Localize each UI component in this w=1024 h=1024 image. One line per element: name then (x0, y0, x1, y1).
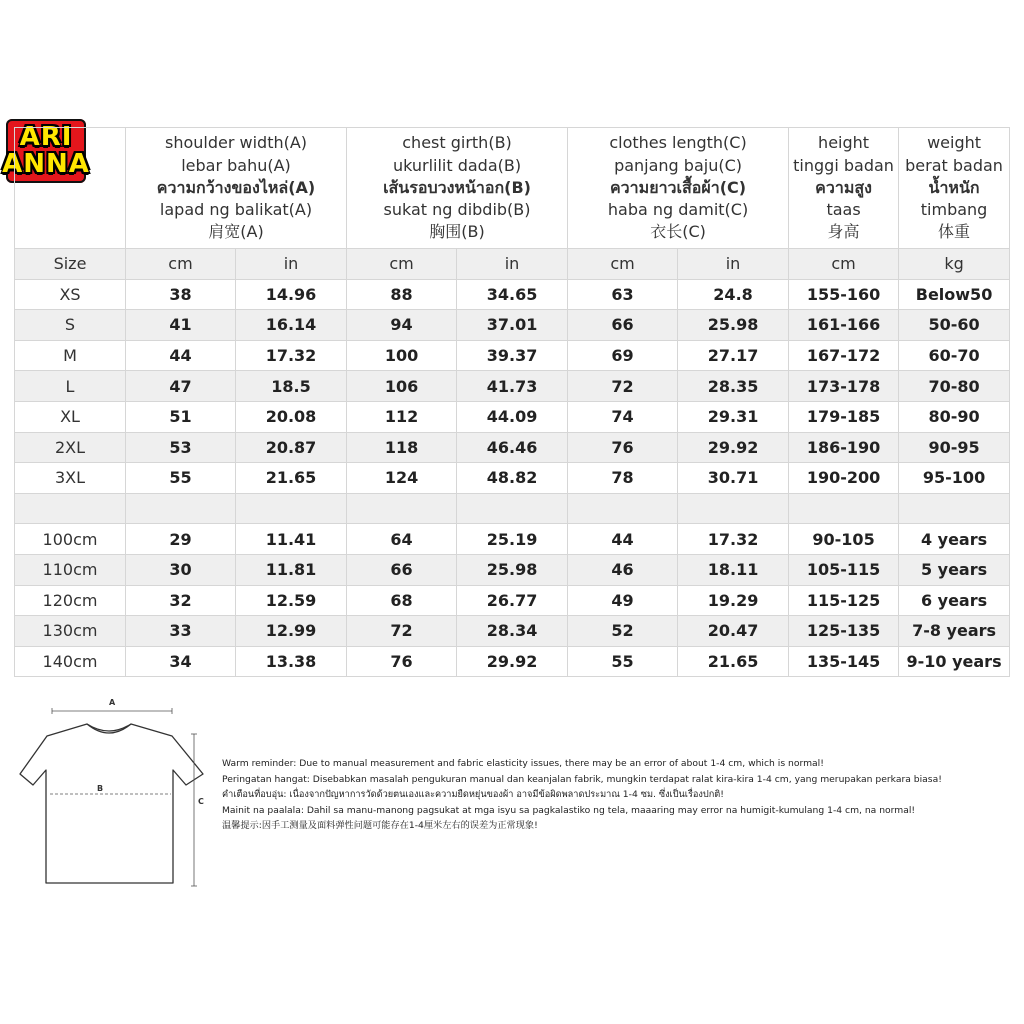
unit-cm: cm (568, 249, 678, 280)
table-cell: 52 (568, 616, 678, 647)
table-cell: 53 (126, 432, 236, 463)
table-cell: 16.14 (236, 310, 347, 341)
table-cell: 69 (568, 340, 678, 371)
table-cell: 46.46 (457, 432, 568, 463)
table-cell: 88 (347, 279, 457, 310)
table-cell: 29 (126, 524, 236, 555)
table-cell: 55 (568, 646, 678, 677)
table-cell: 135-145 (789, 646, 899, 677)
table-cell: 179-185 (789, 401, 899, 432)
table-cell: 18.5 (236, 371, 347, 402)
header-corner (15, 128, 126, 249)
table-cell: 20.87 (236, 432, 347, 463)
table-cell: 5 years (899, 554, 1010, 585)
table-cell: 161-166 (789, 310, 899, 341)
size-label: 100cm (15, 524, 126, 555)
empty-cell (236, 493, 347, 524)
table-cell: 173-178 (789, 371, 899, 402)
measurement-notes (222, 756, 1012, 834)
table-cell: 50-60 (899, 310, 1010, 341)
empty-cell (347, 493, 457, 524)
table-cell: 33 (126, 616, 236, 647)
table-cell: 39.37 (457, 340, 568, 371)
table-cell: 28.35 (678, 371, 789, 402)
note-thai: คำเตือนที่อบอุ่น: เนื่องจากปัญหาการวัดด้วยตนเองและความยืดหยุ่นของผ้า อาจมีข้อผิดพลาดประมาณ 1-4 ซม. ซึ่งเป็นเรื่องปกติ! (222, 789, 724, 800)
table-row (15, 371, 1010, 402)
label-b: B (97, 784, 104, 793)
table-cell: 37.01 (457, 310, 568, 341)
unit-cm: cm (347, 249, 457, 280)
tshirt-outline (20, 724, 203, 883)
table-cell: 29.31 (678, 401, 789, 432)
table-cell: 112 (347, 401, 457, 432)
header-row (15, 128, 1010, 249)
table-cell: 29.92 (457, 646, 568, 677)
empty-cell (457, 493, 568, 524)
tshirt-diagram (14, 694, 214, 894)
table-cell: 25.98 (457, 554, 568, 585)
unit-cm: cm (789, 249, 899, 280)
note-malay: Peringatan hangat: Disebabkan masalah pengukuran manual dan keanjalan fabrik, mungkin terdapat ralat kira-kira 1-4 cm, yang merupakan perkara biasa! (222, 773, 942, 785)
table-cell: 115-125 (789, 585, 899, 616)
table-row (15, 463, 1010, 494)
header-height: height tinggi badan ความสูง taas 身高 (789, 128, 899, 249)
unit-kg: kg (899, 249, 1010, 280)
table-cell: 70-80 (899, 371, 1010, 402)
table-cell: 12.59 (236, 585, 347, 616)
unit-cm: cm (126, 249, 236, 280)
table-cell: 63 (568, 279, 678, 310)
table-row (15, 279, 1010, 310)
table-cell: 27.17 (678, 340, 789, 371)
table-cell: 6 years (899, 585, 1010, 616)
table-cell: 20.47 (678, 616, 789, 647)
table-cell: 41 (126, 310, 236, 341)
size-label: S (15, 310, 126, 341)
table-cell: 186-190 (789, 432, 899, 463)
table-cell: 28.34 (457, 616, 568, 647)
size-label: 140cm (15, 646, 126, 677)
header-weight: weight berat badan น้ำหนัก timbang 体重 (899, 128, 1010, 249)
table-cell: 66 (347, 554, 457, 585)
note-chinese: 温馨提示:因手工测量及面料弹性问题可能存在1-4厘米左右的误差为正常现象! (222, 820, 538, 831)
table-cell: 155-160 (789, 279, 899, 310)
size-label: 2XL (15, 432, 126, 463)
empty-cell (678, 493, 789, 524)
table-cell: 106 (347, 371, 457, 402)
table-row (15, 554, 1010, 585)
table-cell: 167-172 (789, 340, 899, 371)
header-chest: chest girth(B) ukurlilit dada(B) เส้นรอบวงหน้าอก(B) sukat ng dibdib(B) 胸围(B) (347, 128, 568, 249)
size-label: XS (15, 279, 126, 310)
table-cell: 76 (568, 432, 678, 463)
table-cell: 29.92 (678, 432, 789, 463)
table-cell: 64 (347, 524, 457, 555)
table-cell: 60-70 (899, 340, 1010, 371)
size-label: M (15, 340, 126, 371)
table-row (15, 310, 1010, 341)
table-cell: 68 (347, 585, 457, 616)
table-cell: 13.38 (236, 646, 347, 677)
unit-size: Size (15, 249, 126, 280)
table-cell: 100 (347, 340, 457, 371)
table-cell: Below50 (899, 279, 1010, 310)
table-cell: 55 (126, 463, 236, 494)
table-cell: 7-8 years (899, 616, 1010, 647)
table-cell: 44 (568, 524, 678, 555)
unit-row (15, 249, 1010, 280)
table-cell: 80-90 (899, 401, 1010, 432)
header-length: clothes length(C) panjang baju(C) ความยาวเสื้อผ้า(C) haba ng damit(C) 衣长(C) (568, 128, 789, 249)
empty-cell (899, 493, 1010, 524)
table-row (15, 432, 1010, 463)
table-cell: 190-200 (789, 463, 899, 494)
logo-line-2: ANNA (2, 149, 90, 179)
empty-cell (568, 493, 678, 524)
table-cell: 11.81 (236, 554, 347, 585)
table-cell: 72 (568, 371, 678, 402)
table-cell: 14.96 (236, 279, 347, 310)
table-row (15, 616, 1010, 647)
table-cell: 26.77 (457, 585, 568, 616)
table-cell: 9-10 years (899, 646, 1010, 677)
table-row (15, 646, 1010, 677)
unit-in: in (236, 249, 347, 280)
empty-cell (126, 493, 236, 524)
table-cell: 18.11 (678, 554, 789, 585)
table-cell: 12.99 (236, 616, 347, 647)
table-cell: 34 (126, 646, 236, 677)
table-cell: 72 (347, 616, 457, 647)
label-c: C (198, 797, 204, 806)
table-cell: 74 (568, 401, 678, 432)
table-cell: 17.32 (236, 340, 347, 371)
table-cell: 20.08 (236, 401, 347, 432)
table-cell: 47 (126, 371, 236, 402)
size-label: 120cm (15, 585, 126, 616)
note-filipino: Mainit na paalala: Dahil sa manu-manong pagsukat at mga isyu sa pagkalastiko ng tela, maaaring may error na humigit-kumulang 1-4 cm, na normal! (222, 804, 916, 816)
table-cell: 76 (347, 646, 457, 677)
table-row (15, 340, 1010, 371)
table-cell: 21.65 (678, 646, 789, 677)
table-cell: 90-95 (899, 432, 1010, 463)
table-cell: 34.65 (457, 279, 568, 310)
table-cell: 30.71 (678, 463, 789, 494)
table-cell: 11.41 (236, 524, 347, 555)
size-label: 3XL (15, 463, 126, 494)
unit-in: in (457, 249, 568, 280)
size-label: L (15, 371, 126, 402)
table-cell: 66 (568, 310, 678, 341)
table-row (15, 401, 1010, 432)
label-a: A (109, 698, 116, 707)
table-cell: 44.09 (457, 401, 568, 432)
table-cell: 125-135 (789, 616, 899, 647)
table-cell: 51 (126, 401, 236, 432)
size-label: 130cm (15, 616, 126, 647)
table-cell: 118 (347, 432, 457, 463)
table-cell: 124 (347, 463, 457, 494)
table-cell: 44 (126, 340, 236, 371)
table-cell: 41.73 (457, 371, 568, 402)
empty-cell (15, 493, 126, 524)
table-row (15, 524, 1010, 555)
table-cell: 49 (568, 585, 678, 616)
table-cell: 38 (126, 279, 236, 310)
table-cell: 46 (568, 554, 678, 585)
header-shoulder: shoulder width(A) lebar bahu(A) ความกว้างของไหล่(A) lapad ng balikat(A) 肩宽(A) (126, 128, 347, 249)
logo-line-1: ARI (19, 122, 73, 152)
table-row (15, 585, 1010, 616)
unit-in: in (678, 249, 789, 280)
size-chart-table (14, 127, 1010, 677)
table-cell: 24.8 (678, 279, 789, 310)
size-label: 110cm (15, 554, 126, 585)
note-english: Warm reminder: Due to manual measurement and fabric elasticity issues, there may be an error of about 1-4 cm, which is normal! (222, 758, 824, 769)
table-cell: 25.19 (457, 524, 568, 555)
table-cell: 94 (347, 310, 457, 341)
table-cell: 105-115 (789, 554, 899, 585)
table-cell: 25.98 (678, 310, 789, 341)
table-cell: 90-105 (789, 524, 899, 555)
table-cell: 32 (126, 585, 236, 616)
table-cell: 19.29 (678, 585, 789, 616)
table-cell: 21.65 (236, 463, 347, 494)
empty-cell (789, 493, 899, 524)
spacer-row (15, 493, 1010, 524)
table-cell: 4 years (899, 524, 1010, 555)
size-label: XL (15, 401, 126, 432)
table-cell: 30 (126, 554, 236, 585)
table-cell: 17.32 (678, 524, 789, 555)
table-cell: 95-100 (899, 463, 1010, 494)
table-cell: 78 (568, 463, 678, 494)
table-cell: 48.82 (457, 463, 568, 494)
